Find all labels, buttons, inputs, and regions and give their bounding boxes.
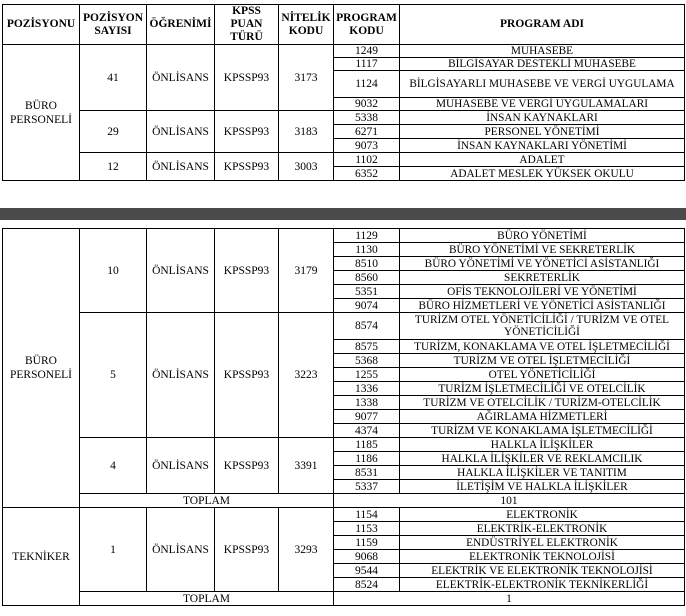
program-adi: BÜRO YÖNETİMİ VE SEKRETERLİK: [400, 243, 685, 257]
kpss-cell: KPSSP93: [215, 508, 279, 592]
program-kodu: 5351: [334, 285, 400, 299]
pozisyon-cell: BÜRO PERSONELİ: [3, 45, 80, 181]
sayi-cell: 5: [80, 313, 147, 438]
program-adi: PERSONEL YÖNETİMİ: [400, 125, 685, 139]
program-kodu: 1102: [334, 153, 400, 167]
header-pozisyon-sayisi: POZİSYON SAYISI: [80, 5, 147, 45]
ogrenim-cell: ÖNLİSANS: [147, 313, 215, 438]
header-nitelik: NİTELİK KODU: [279, 5, 334, 45]
program-kodu: 1130: [334, 243, 400, 257]
kpss-cell: KPSSP93: [215, 111, 279, 153]
program-adi: İNSAN KAYNAKLARI: [400, 111, 685, 125]
program-adi: HALKLA İLİŞKİLER: [400, 438, 685, 452]
program-kodu: 1336: [334, 382, 400, 396]
program-table-1: [2, 4, 685, 181]
kpss-cell: KPSSP93: [215, 153, 279, 181]
section-divider: [0, 208, 686, 220]
program-kodu: 6271: [334, 125, 400, 139]
nitelik-cell: 3183: [279, 111, 334, 153]
program-kodu: 1124: [334, 71, 400, 98]
kpss-cell: KPSSP93: [215, 229, 279, 313]
toplam-label: TOPLAM: [80, 494, 334, 508]
program-adi: AĞIRLAMA HİZMETLERİ: [400, 410, 685, 424]
program-adi: İNSAN KAYNAKLARI YÖNETİMİ: [400, 139, 685, 153]
program-adi: TURİZM VE KONAKLAMA İŞLETMECİLİĞİ: [400, 424, 685, 438]
program-adi: ADALET MESLEK YÜKSEK OKULU: [400, 167, 685, 181]
nitelik-cell: 3293: [279, 508, 334, 592]
ogrenim-cell: ÖNLİSANS: [147, 438, 215, 494]
nitelik-cell: 3223: [279, 313, 334, 438]
program-adi: ELEKTRONİK TEKNOLOJİSİ: [400, 550, 685, 564]
program-adi: İLETİŞİM VE HALKLA İLİŞKİLER: [400, 480, 685, 494]
program-kodu: 5368: [334, 354, 400, 368]
toplam-value: 101: [334, 494, 685, 508]
program-adi: BÜRO YÖNETİMİ: [400, 229, 685, 243]
ogrenim-cell: ÖNLİSANS: [147, 229, 215, 313]
program-kodu: 9068: [334, 550, 400, 564]
program-kodu: 9077: [334, 410, 400, 424]
program-kodu: 1338: [334, 396, 400, 410]
program-adi: HALKLA İLİŞKİLER VE TANITIM: [400, 466, 685, 480]
program-kodu: 5338: [334, 111, 400, 125]
header-program-kodu: PROGRAM KODU: [334, 5, 400, 45]
program-adi: TURİZM VE OTELCİLİK / TURİZM-OTELCİLİK: [400, 396, 685, 410]
sayi-cell: 1: [80, 508, 147, 592]
program-kodu: 5337: [334, 480, 400, 494]
nitelik-cell: 3391: [279, 438, 334, 494]
program-adi: MUHASEBE VE VERGİ UYGULAMALARI: [400, 98, 685, 111]
kpss-cell: KPSSP93: [215, 313, 279, 438]
toplam-value: 1: [334, 592, 685, 606]
program-kodu: 1129: [334, 229, 400, 243]
program-kodu: 1159: [334, 536, 400, 550]
program-adi: OFİS TEKNOLOJİLERİ VE YÖNETİMİ: [400, 285, 685, 299]
program-kodu: 8574: [334, 313, 400, 340]
program-kodu: 1255: [334, 368, 400, 382]
program-kodu: 8524: [334, 578, 400, 592]
program-kodu: 1185: [334, 438, 400, 452]
sayi-cell: 12: [80, 153, 147, 181]
program-kodu: 1154: [334, 508, 400, 522]
program-adi: TURİZM OTEL YÖNETİCİLİĞİ / TURİZM VE OTEL YÖNETİCİLİĞİ: [400, 313, 685, 340]
program-kodu: 9074: [334, 299, 400, 313]
pozisyon-cell: BÜRO PERSONELİ: [3, 229, 80, 508]
program-adi: BÜRO HİZMETLERİ VE YÖNETİCİ ASİSTANLIĞI: [400, 299, 685, 313]
kpss-cell: KPSSP93: [215, 438, 279, 494]
program-adi: MUHASEBE: [400, 45, 685, 58]
sayi-cell: 29: [80, 111, 147, 153]
program-kodu: 9073: [334, 139, 400, 153]
program-kodu: 8560: [334, 271, 400, 285]
sayi-cell: 4: [80, 438, 147, 494]
program-adi: SEKRETERLİK: [400, 271, 685, 285]
program-adi: ADALET: [400, 153, 685, 167]
pozisyon-cell-tekniker: TEKNİKER: [3, 508, 80, 606]
program-adi: ENDÜSTRİYEL ELEKTRONİK: [400, 536, 685, 550]
program-adi: BÜRO YÖNETİMİ VE YÖNETİCİ ASİSTANLIĞI: [400, 257, 685, 271]
program-kodu: 1249: [334, 45, 400, 58]
program-kodu: 6352: [334, 167, 400, 181]
nitelik-cell: 3179: [279, 229, 334, 313]
program-kodu: 1153: [334, 522, 400, 536]
header-pozisyon: POZİSYONU: [3, 5, 80, 45]
nitelik-cell: 3003: [279, 153, 334, 181]
ogrenim-cell: ÖNLİSANS: [147, 45, 215, 111]
program-adi: OTEL YÖNETİCİLİĞİ: [400, 368, 685, 382]
ogrenim-cell: ÖNLİSANS: [147, 153, 215, 181]
program-kodu: 9032: [334, 98, 400, 111]
nitelik-cell: 3173: [279, 45, 334, 111]
header-ogrenim: ÖĞRENİMİ: [147, 5, 215, 45]
program-adi: TURİZM VE OTEL İŞLETMECİLİĞİ: [400, 354, 685, 368]
program-adi: HALKLA İLİŞKİLER VE REKLAMCILIK: [400, 452, 685, 466]
program-kodu: 9544: [334, 564, 400, 578]
program-adi: ELEKTRİK VE ELEKTRONİK TEKNOLOJİSİ: [400, 564, 685, 578]
program-kodu: 1117: [334, 58, 400, 71]
program-kodu: 4374: [334, 424, 400, 438]
program-kodu: 8531: [334, 466, 400, 480]
sayi-cell: 10: [80, 229, 147, 313]
toplam-label: TOPLAM: [80, 592, 334, 606]
ogrenim-cell: ÖNLİSANS: [147, 111, 215, 153]
program-adi: BİLGİSAYARLI MUHASEBE VE VERGİ UYGULAMA: [400, 71, 685, 98]
program-adi: ELEKTRONİK: [400, 508, 685, 522]
program-adi: BİLGİSAYAR DESTEKLİ MUHASEBE: [400, 58, 685, 71]
program-kodu: 8575: [334, 340, 400, 354]
sayi-cell: 41: [80, 45, 147, 111]
program-kodu: 8510: [334, 257, 400, 271]
program-kodu: 1186: [334, 452, 400, 466]
program-adi: TURİZM İŞLETMECİLİĞİ VE OTELCİLİK: [400, 382, 685, 396]
program-adi: ELEKTRİK-ELEKTRONİK: [400, 522, 685, 536]
header-kpss: KPSS PUAN TÜRÜ: [215, 5, 279, 45]
kpss-cell: KPSSP93: [215, 45, 279, 111]
ogrenim-cell: ÖNLİSANS: [147, 508, 215, 592]
program-table-2: [2, 228, 685, 606]
program-adi: ELEKTRİK-ELEKTRONİK TEKNİKERLİĞİ: [400, 578, 685, 592]
header-program-adi: PROGRAM ADI: [400, 5, 685, 45]
program-adi: TURİZM, KONAKLAMA VE OTEL İŞLETMECİLİĞİ: [400, 340, 685, 354]
